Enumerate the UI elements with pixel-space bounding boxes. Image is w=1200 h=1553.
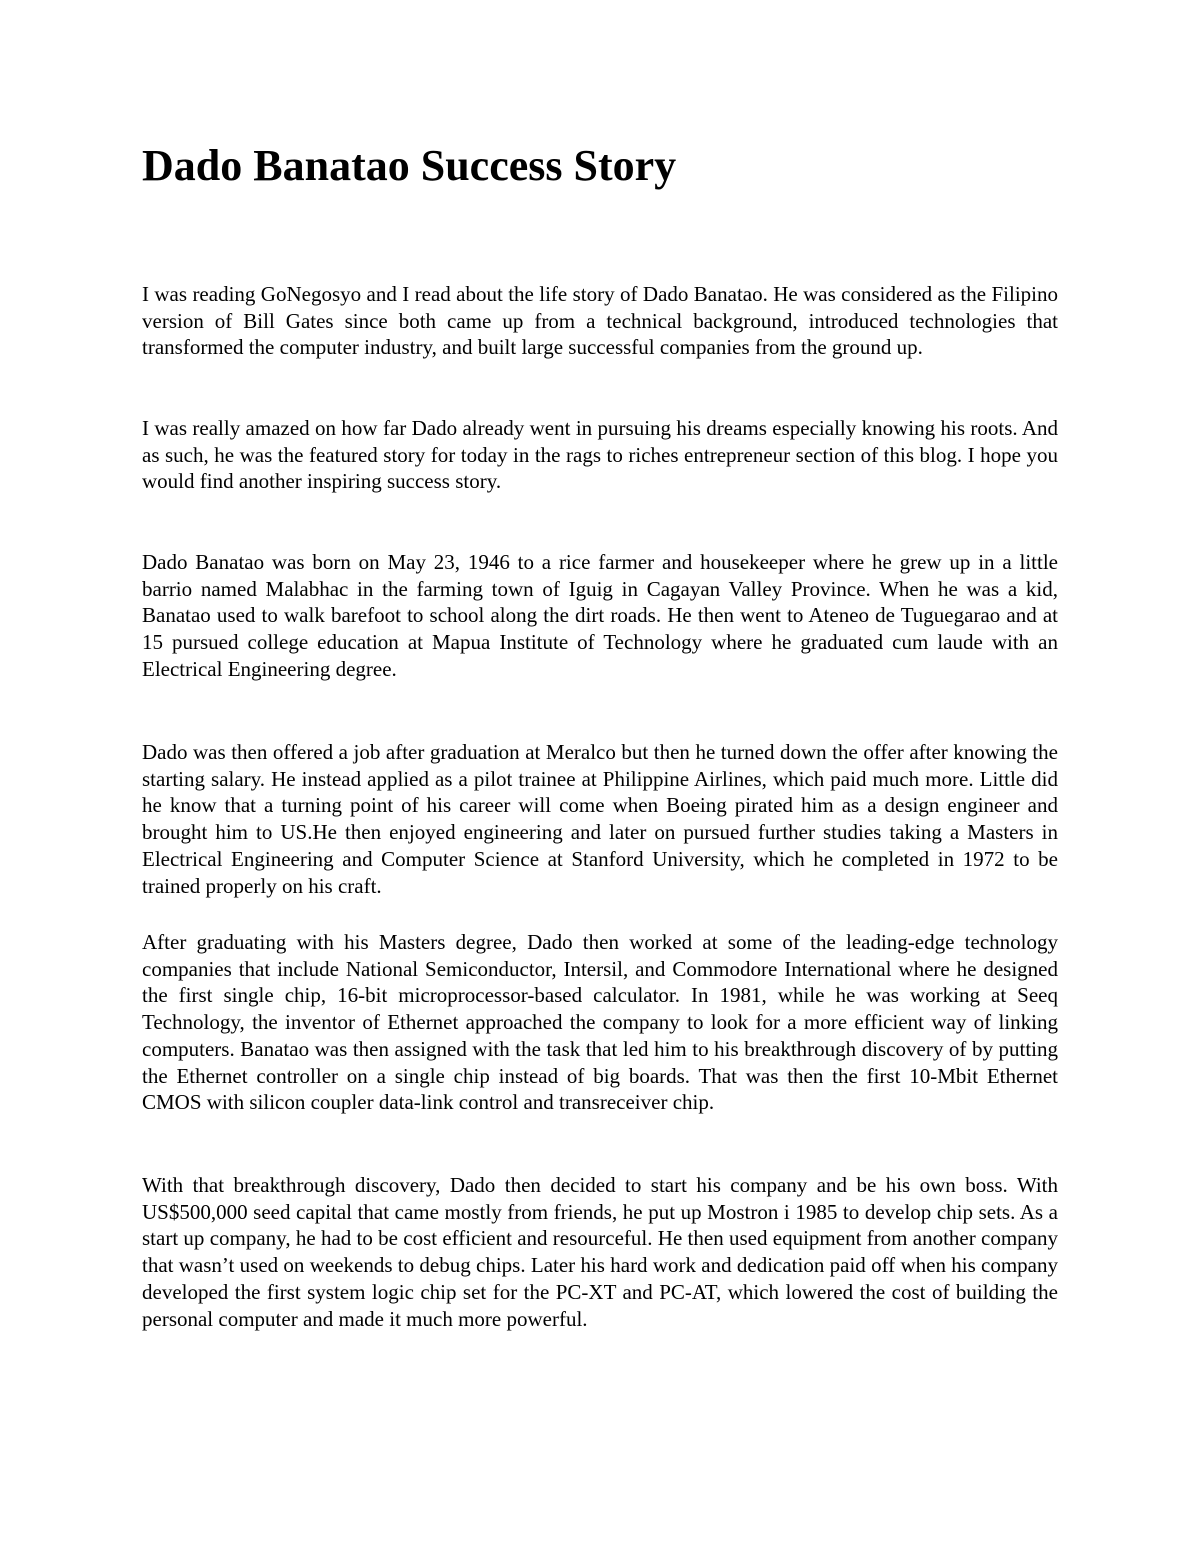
paragraph-amazed: I was really amazed on how far Dado already went in pursuing his dreams especially knowing his roots. And as such, he was the featured story for today in the rags to riches entrepreneur section of this blog. I hope you would find another inspiring success story. bbox=[142, 416, 1058, 494]
paragraph-breakthrough: After graduating with his Masters degree, Dado then worked at some of the leading-edge technology companies that include National Semiconductor, Intersil, and Commodore International where he designed the first single chip, 16-bit microprocessor-based calculator. In 1981, while he was working at Seeq Technology, the inventor of Ethernet approached the company to look for a more efficient way of linking computers. Banatao was then assigned with the task that led him to his breakthrough discovery of by putting the Ethernet controller on a single chip instead of big boards. That was then the first 10-Mbit Ethernet CMOS with silicon coupler data-link control and transreceiver chip. bbox=[142, 930, 1058, 1115]
paragraph-company: With that breakthrough discovery, Dado then decided to start his company and be his own boss. With US$500,000 seed capital that came mostly from friends, he put up Mostron i 1985 to develop chip sets. As a start up company, he had to be cost efficient and resourceful. He then used equipment from another company that wasn’t used on weekends to debug chips. Later his hard work and dedication paid off when his company developed the first system logic chip set for the PC-XT and PC-AT, which lowered the cost of building the personal computer and made it much more powerful. bbox=[142, 1173, 1058, 1331]
paragraph-early-life: Dado Banatao was born on May 23, 1946 to a rice farmer and housekeeper where he grew up in a little barrio named Malabhac in the farming town of Iguig in Cagayan Valley Province. When he was a kid, Banatao used to walk barefoot to school along the dirt roads. He then went to Ateneo de Tuguegarao and at 15 pursued college education at Mapua Institute of Technology where he graduated cum laude with an Electrical Engineering degree. bbox=[142, 550, 1058, 681]
paragraph-intro: I was reading GoNegosyo and I read about the life story of Dado Banatao. He was considered as the Filipino version of Bill Gates since both came up from a technical background, introduced technologies that transformed the computer industry, and built large successful companies from the ground up. bbox=[142, 282, 1058, 360]
paragraph-career-start: Dado was then offered a job after graduation at Meralco but then he turned down the offer after knowing the starting salary. He instead applied as a pilot trainee at Philippine Airlines, which paid much more. Little did he know that a turning point of his career will come when Boeing pirated him as a design engineer and brought him to US.He then enjoyed engineering and later on pursued further studies taking a Masters in Electrical Engineering and Computer Science at Stanford University, which he completed in 1972 to be trained properly on his craft. bbox=[142, 740, 1058, 898]
page-title: Dado Banatao Success Story bbox=[142, 141, 677, 190]
